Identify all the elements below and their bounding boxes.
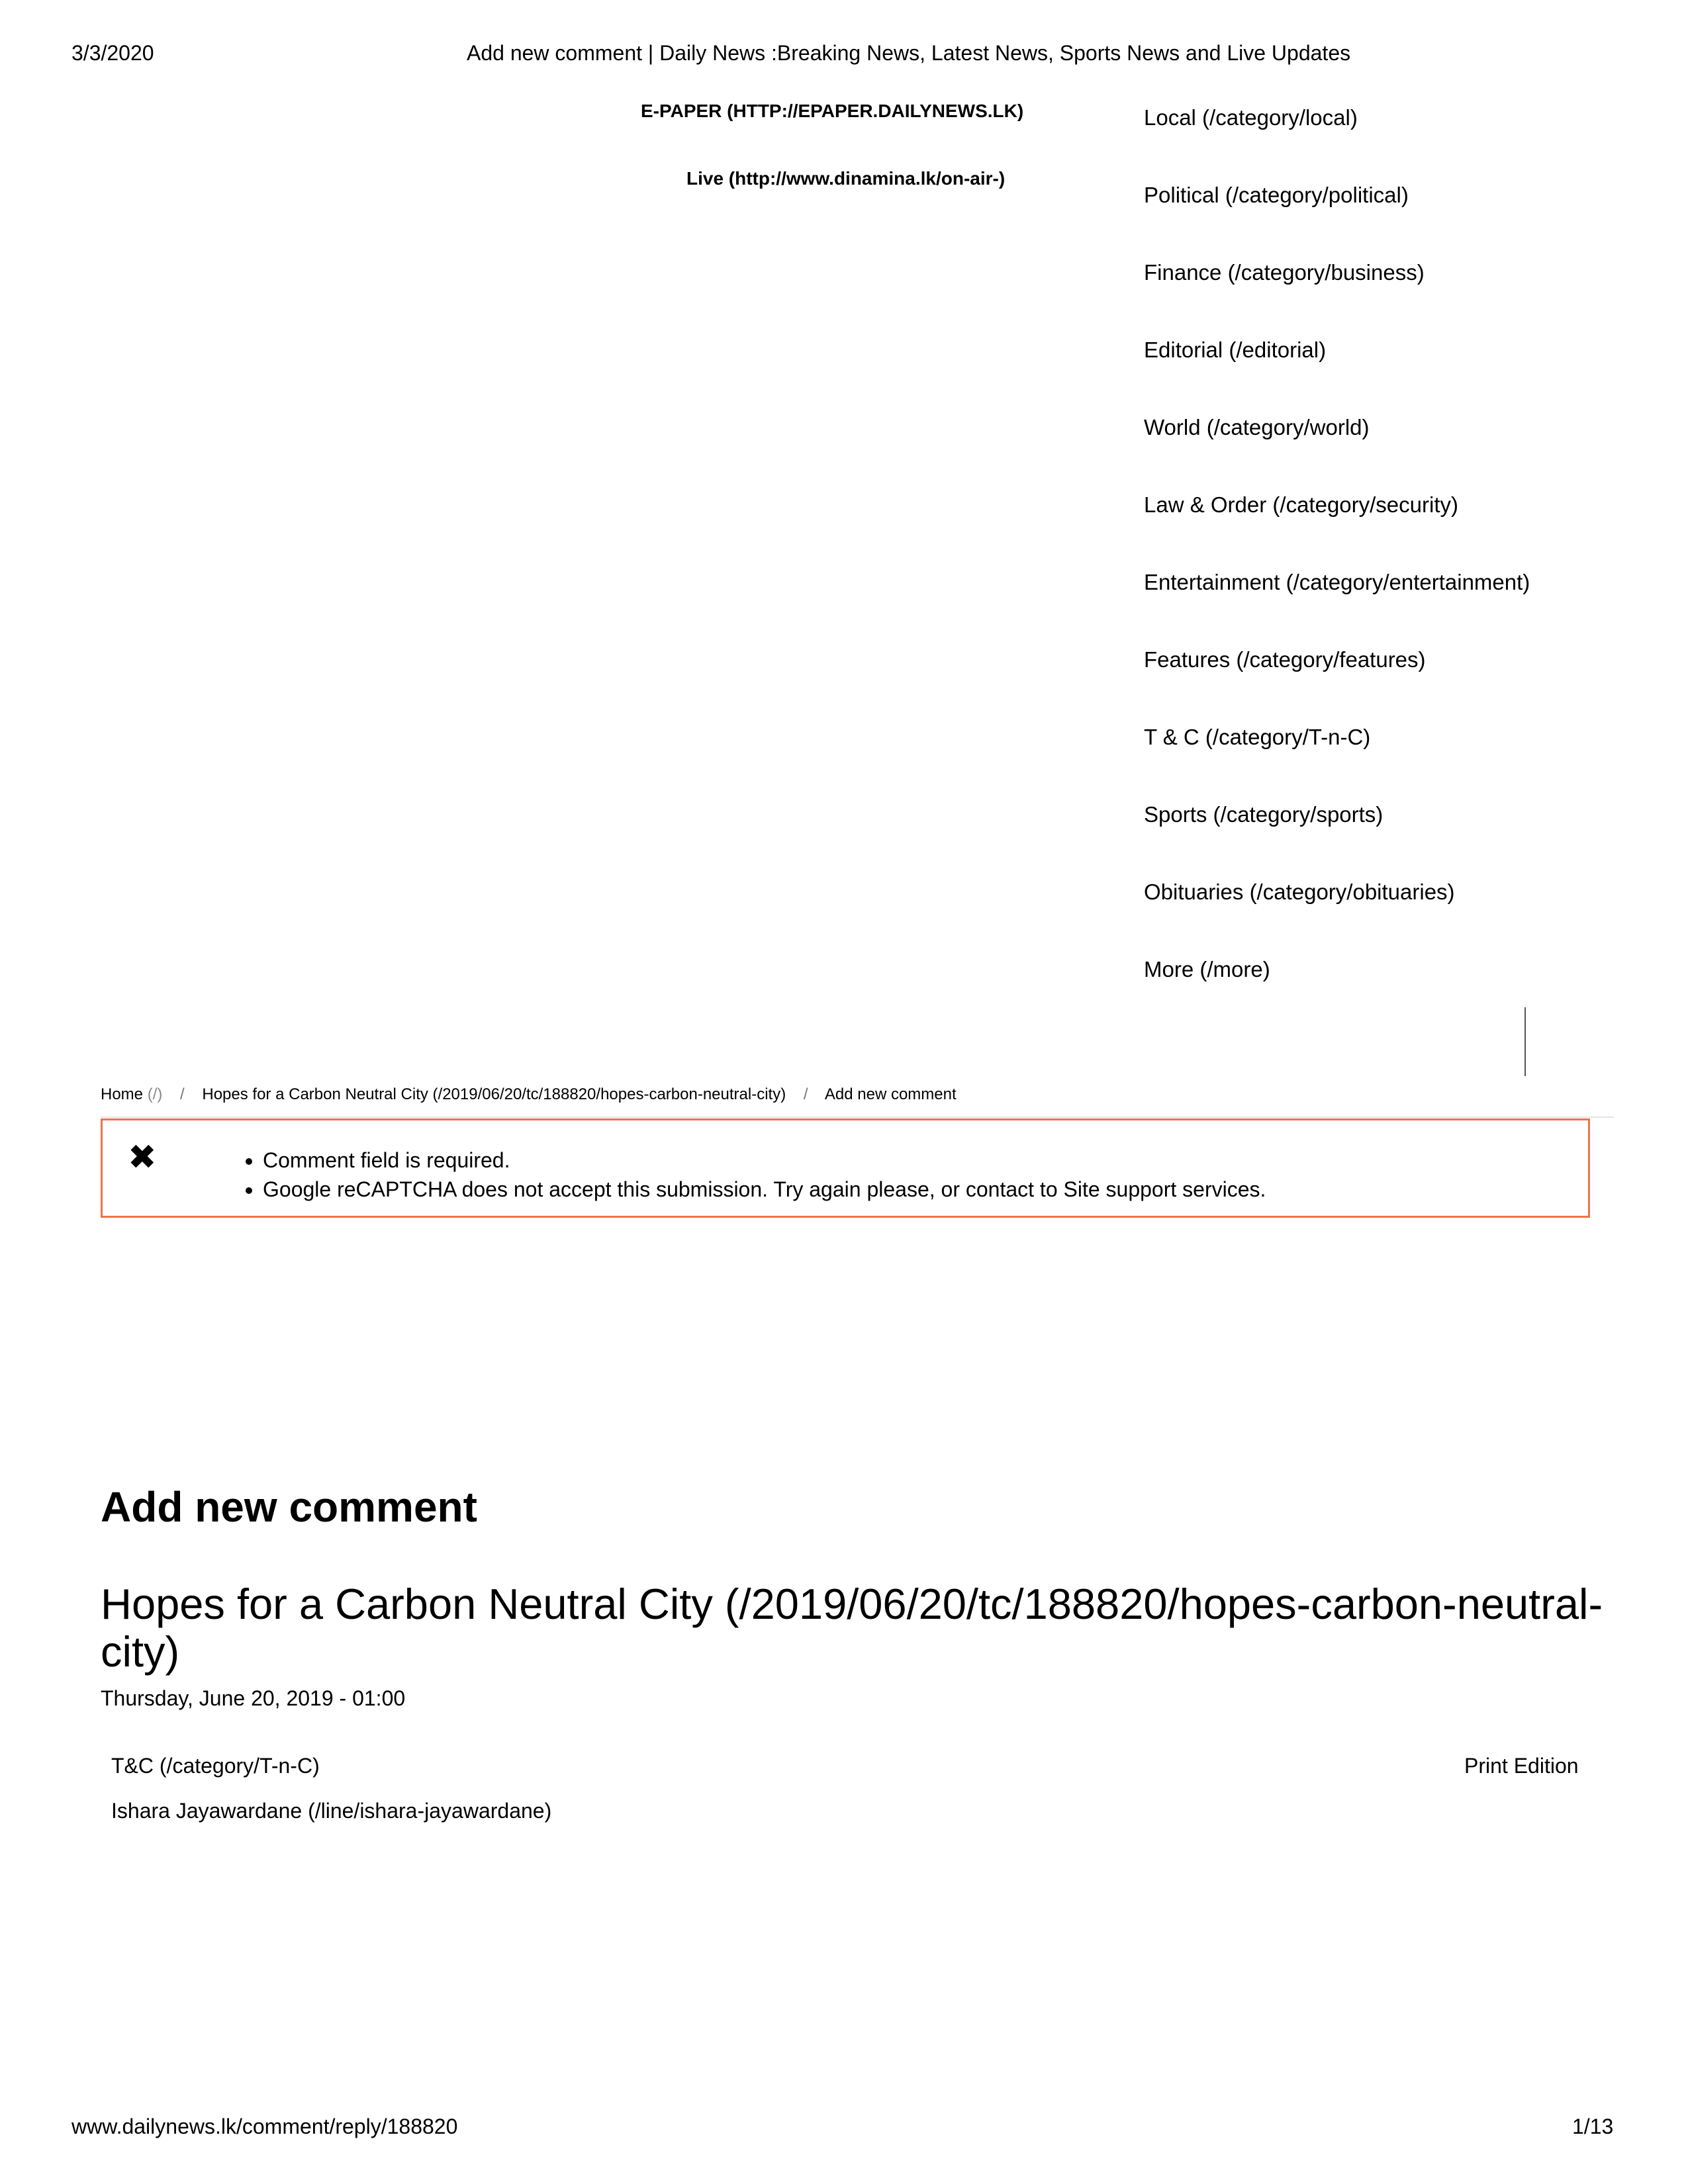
menu-item-more[interactable]: More (/more)	[1144, 957, 1270, 981]
menu-item-local[interactable]: Local (/category/local)	[1144, 105, 1358, 130]
print-url: www.dailynews.lk/comment/reply/188820	[71, 2115, 458, 2138]
menu-item-law-order[interactable]: Law & Order (/category/security)	[1144, 492, 1458, 517]
page-heading: Add new comment	[101, 1483, 477, 1531]
epaper-link[interactable]: E-PAPER (HTTP://EPAPER.DAILYNEWS.LK)	[641, 101, 1024, 121]
breadcrumb-divider	[101, 1116, 1614, 1118]
article-title-link[interactable]: Hopes for a Carbon Neutral City (/2019/06/20/tc/188820/hopes-carbon-neutral-city)	[101, 1580, 1603, 1676]
print-date: 3/3/2020	[71, 41, 154, 65]
breadcrumb-home-path: (/)	[147, 1085, 163, 1103]
breadcrumb-separator: /	[803, 1085, 808, 1103]
print-edition-label: Print Edition	[1464, 1754, 1579, 1778]
category-menu	[1144, 103, 1530, 1032]
search-cursor-divider	[1524, 1007, 1526, 1076]
breadcrumb-article[interactable]: Hopes for a Carbon Neutral City (/2019/06/20/tc/188820/hopes-carbon-neutral-city)	[202, 1085, 786, 1103]
live-link[interactable]: Live (http://www.dinamina.lk/on-air-)	[686, 168, 1006, 189]
article-category-link[interactable]: T&C (/category/T-n-C)	[111, 1754, 320, 1778]
menu-item-political[interactable]: Political (/category/political)	[1144, 183, 1409, 207]
menu-item-features[interactable]: Features (/category/features)	[1144, 647, 1426, 672]
article-author-link[interactable]: Ishara Jayawardane (/line/ishara-jayawardane)	[111, 1799, 552, 1823]
close-x-icon: ✖	[128, 1138, 157, 1177]
breadcrumb-separator: /	[180, 1085, 185, 1103]
breadcrumb-home[interactable]: Home	[101, 1085, 144, 1103]
menu-item-finance[interactable]: Finance (/category/business)	[1144, 260, 1425, 285]
menu-item-sports[interactable]: Sports (/category/sports)	[1144, 802, 1383, 827]
breadcrumb	[101, 1085, 957, 1104]
print-page-number: 1/13	[1572, 2115, 1614, 2138]
error-list	[228, 1146, 1266, 1204]
article-date: Thursday, June 20, 2019 - 01:00	[101, 1686, 406, 1710]
menu-item-entertainment[interactable]: Entertainment (/category/entertainment)	[1144, 570, 1530, 594]
error-item: • Google reCAPTCHA does not accept this submission. Try again please, or contact to Site support services.	[263, 1175, 1266, 1204]
menu-item-obituaries[interactable]: Obituaries (/category/obituaries)	[1144, 880, 1455, 904]
menu-item-tc[interactable]: T & C (/category/T-n-C)	[1144, 725, 1371, 749]
error-item: • Comment field is required.	[263, 1146, 1266, 1175]
error-message-box	[101, 1118, 1590, 1218]
print-page-title: Add new comment | Daily News :Breaking News, Latest News, Sports News and Live Updates	[467, 41, 1351, 65]
menu-item-world[interactable]: World (/category/world)	[1144, 415, 1370, 439]
menu-item-editorial[interactable]: Editorial (/editorial)	[1144, 338, 1327, 362]
breadcrumb-current: Add new comment	[824, 1085, 957, 1103]
